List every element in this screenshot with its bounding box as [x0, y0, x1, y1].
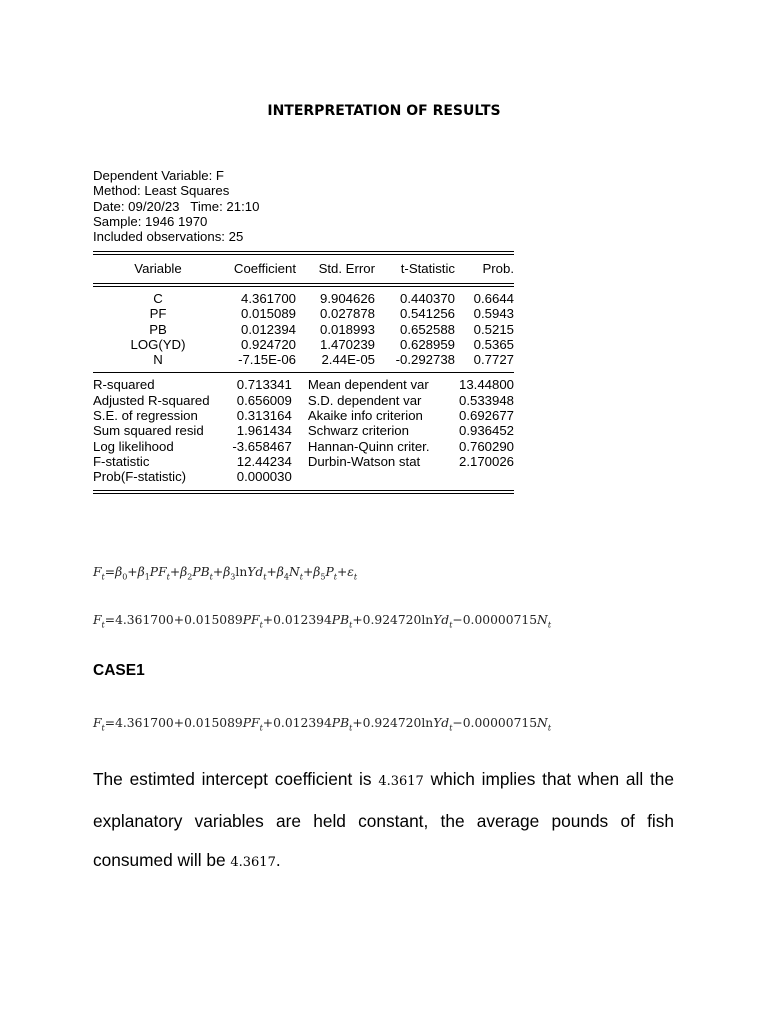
equation-term: ln	[421, 716, 434, 730]
stat-value: -3.658467	[232, 438, 292, 454]
intercept-value: 4.3617	[378, 774, 424, 789]
equation-term: 0.012394	[273, 613, 332, 627]
paragraph-text: which implies that when all the explanatory variables are held constant, the average pounds of fish consumed will be	[93, 769, 675, 870]
estimated-equation	[93, 613, 551, 629]
column-header: Variable	[134, 261, 182, 276]
coefficient-cell: 0.924720	[240, 336, 296, 352]
equation-term: 0.924720	[362, 716, 422, 730]
equation-term: +	[127, 565, 138, 579]
equation-term: $\beta_1$	[137, 565, 150, 582]
equation-term: +	[262, 613, 274, 627]
equation-term: +	[352, 716, 363, 730]
stat-label: Durbin-Watson stat	[307, 453, 421, 469]
equation-term: $PF_t$	[242, 613, 263, 630]
stat-label: F-statistic	[93, 453, 150, 469]
table-row	[93, 352, 514, 367]
stat-value: 13.44800	[458, 377, 514, 393]
equation-term: $F_t$	[93, 613, 105, 630]
stat-value: 0.656009	[236, 392, 292, 408]
stats-row	[93, 469, 514, 484]
equation-term: $N_t$	[537, 613, 552, 630]
case-equation	[93, 716, 551, 732]
equation-term: +	[169, 565, 181, 579]
table-row	[93, 306, 514, 321]
stats-row	[93, 454, 514, 469]
table-row	[93, 322, 514, 337]
stat-value: 0.692677	[458, 408, 514, 424]
stat-value: 0.760290	[458, 438, 514, 454]
equation-term: 0.924720	[362, 613, 422, 627]
equation-term: +	[266, 565, 277, 579]
std-error-cell: 9.904626	[319, 291, 375, 306]
equation-term: ln	[421, 613, 434, 627]
stat-label: Hannan-Quinn criter.	[307, 438, 430, 454]
stat-label: Akaike info criterion	[307, 408, 423, 424]
coefficient-table	[93, 255, 514, 283]
equation-term: $F_t$	[93, 565, 105, 582]
paragraph-text: The estimted intercept coefficient is	[93, 769, 379, 789]
equation-term: 0.015089	[184, 716, 243, 730]
equation-term: =	[104, 716, 116, 730]
equation-term: −	[452, 613, 463, 627]
equation-term: $\beta_2$	[180, 565, 193, 582]
variable-cell: LOG(YD)	[130, 336, 186, 352]
column-header: Coefficient	[233, 261, 296, 276]
equation-term: +	[173, 613, 185, 627]
equation-term: =	[104, 613, 116, 627]
stat-value: 0.713341	[236, 377, 292, 393]
stat-label: Sum squared resid	[93, 423, 204, 439]
t-statistic-cell: 0.440370	[399, 291, 455, 306]
equation-term: +	[173, 716, 185, 730]
column-header: t-Statistic	[400, 261, 455, 276]
equation-term: ln	[235, 565, 248, 579]
std-error-cell: 0.018993	[319, 321, 375, 337]
equation-term: $N_t$	[288, 565, 303, 582]
stat-value: 0.000030	[236, 469, 292, 485]
t-statistic-cell: 0.652588	[399, 321, 455, 337]
stats-row	[93, 377, 514, 392]
equation-term: $F_t$	[93, 716, 105, 733]
table-header-row	[93, 255, 514, 283]
stat-value: 0.533948	[458, 392, 514, 408]
page-title: INTERPRETATION OF RESULTS	[267, 103, 501, 119]
header-line: Sample: 1946 1970	[93, 213, 208, 229]
coefficient-cell: 4.361700	[240, 291, 296, 306]
column-header: Std. Error	[318, 261, 375, 276]
equation-term: $PB_t$	[192, 565, 213, 582]
equation-term: $N_t$	[537, 716, 552, 733]
equation-term: $P_t$	[325, 565, 337, 582]
equation-term: $PF_t$	[149, 565, 170, 582]
coefficient-cell: 0.012394	[240, 321, 296, 337]
std-error-cell: 2.44E-05	[321, 352, 375, 368]
variable-cell: PF	[149, 306, 167, 322]
header-line: Method: Least Squares	[93, 183, 230, 199]
equation-term: 0.00000715	[462, 613, 538, 627]
regression-output	[93, 251, 514, 494]
equation-term: +	[336, 565, 348, 579]
stat-label: S.E. of regression	[93, 408, 198, 424]
stat-label: Schwarz criterion	[307, 423, 409, 439]
equation-term: +	[262, 716, 274, 730]
equation-term: +	[212, 565, 224, 579]
equation-term: 0.00000715	[462, 716, 538, 730]
equation-term: =	[104, 565, 116, 579]
equation-term: $\beta_0$	[115, 565, 128, 582]
prob-cell: 0.6644	[473, 291, 514, 306]
intercept-value: 4.3617	[230, 855, 276, 870]
stat-label: Prob(F-statistic)	[93, 469, 187, 485]
stats-row	[93, 439, 514, 454]
column-header: Prob.	[482, 261, 514, 276]
stat-value: 12.44234	[236, 453, 292, 469]
interpretation-paragraph	[93, 760, 674, 883]
header-line: Date: 09/20/23 Time: 21:10	[93, 198, 260, 214]
stat-value: 0.936452	[458, 423, 514, 439]
equation-term: $\beta_3$	[223, 565, 236, 582]
coefficient-cell: 0.015089	[240, 306, 296, 322]
equation-term: $Yd_t$	[433, 716, 453, 733]
equation-term: $\varepsilon_t$	[347, 565, 358, 582]
equation-term: 0.015089	[184, 613, 243, 627]
t-statistic-cell: 0.628959	[399, 336, 455, 352]
stat-label: Mean dependent var	[307, 377, 429, 393]
prob-cell: 0.5215	[473, 321, 514, 337]
stat-label	[292, 469, 455, 484]
equation-term: $\beta_5$	[313, 565, 326, 582]
table-row	[93, 337, 514, 352]
stat-label: Adjusted R-squared	[93, 392, 210, 408]
regression-header	[93, 168, 259, 244]
equation-term: $PB_t$	[331, 613, 353, 630]
t-statistic-cell: 0.541256	[399, 306, 455, 322]
equation-term: $PB_t$	[331, 716, 353, 733]
equation-term: +	[352, 613, 363, 627]
case-heading: CASE1	[93, 662, 145, 679]
stat-value: 0.313164	[236, 408, 292, 424]
prob-cell: 0.5365	[473, 336, 514, 352]
equation-term: 4.361700	[115, 613, 174, 627]
statistics-table	[93, 377, 514, 484]
stat-value: 1.961434	[236, 423, 292, 439]
double-rule	[93, 490, 514, 494]
prob-cell: 0.7727	[473, 352, 514, 368]
equation-term: −	[452, 716, 463, 730]
stats-row	[93, 423, 514, 438]
variable-cell: C	[153, 291, 163, 306]
equation-term: +	[302, 565, 314, 579]
stat-label: R-squared	[93, 377, 155, 393]
paragraph-text: .	[275, 850, 281, 870]
std-error-cell: 0.027878	[319, 306, 375, 322]
variable-cell: PB	[149, 321, 167, 337]
equation-term: 4.361700	[115, 716, 174, 730]
equation-term: $Yd_t$	[433, 613, 453, 630]
stat-label: Log likelihood	[93, 438, 174, 454]
equation-term: 0.012394	[273, 716, 332, 730]
equation-term: $\beta_4$	[276, 565, 289, 582]
table-row	[93, 291, 514, 306]
coefficient-rows	[93, 291, 514, 367]
variable-cell: N	[153, 352, 163, 368]
header-line: Dependent Variable: F	[93, 168, 224, 183]
stats-row	[93, 393, 514, 408]
header-line: Included observations: 25	[93, 229, 244, 245]
equation-term: $Yd_t$	[247, 565, 267, 582]
general-equation	[93, 565, 357, 581]
equation-term: $PF_t$	[242, 716, 263, 733]
std-error-cell: 1.470239	[319, 336, 375, 352]
stat-label: S.D. dependent var	[307, 392, 422, 408]
stats-row	[93, 408, 514, 423]
prob-cell: 0.5943	[473, 306, 514, 322]
stat-value: 2.170026	[458, 453, 514, 469]
stat-value	[454, 469, 514, 484]
coefficient-cell: -7.15E-06	[238, 352, 296, 368]
t-statistic-cell: -0.292738	[395, 352, 455, 368]
